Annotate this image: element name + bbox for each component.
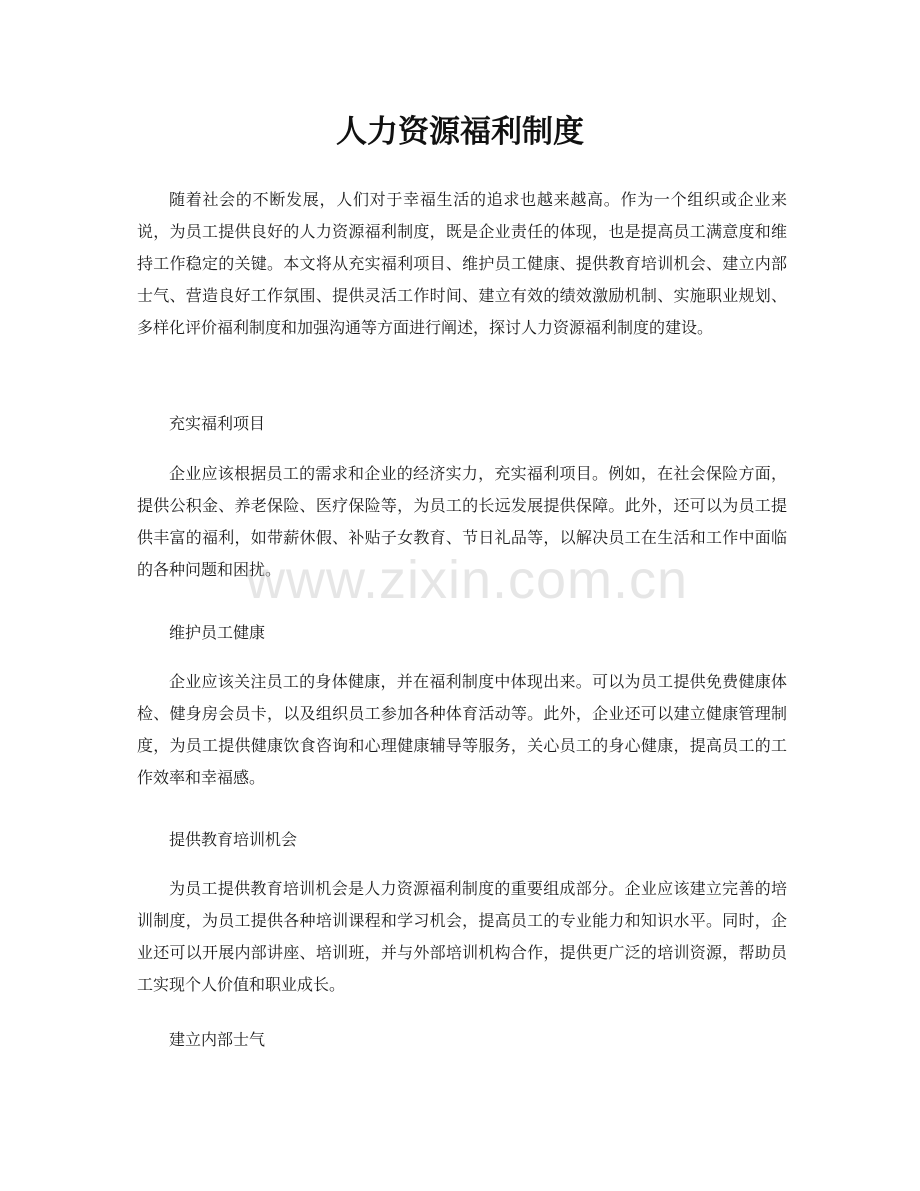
section-heading-training: 提供教育培训机会 [169,830,298,849]
document-title: 人力资源福利制度 [336,114,584,150]
section-body-employee-health: 企业应该关注员工的身体健康，并在福利制度中体现出来。可以为员工提供免费健康体检、健身房会员卡，以及组织员工参加各种体育活动等。此外，企业还可以建立健康管理制度，为员工提供健康饮食咨询和心理健康辅导等服务，关心员工的身心健康，提高员工的工作效率和幸福感。 [137,672,787,787]
section-heading-morale: 建立内部士气 [169,1030,266,1049]
watermark: www.zixin.com.cn [245,550,689,610]
section-body-welfare-items: 企业应该根据员工的需求和企业的经济实力，充实福利项目。例如，在社会保险方面，提供公积金、养老保险、医疗保险等，为员工的长远发展提供保障。此外，还可以为员工提供丰富的福利，如带薪休假、补贴子女教育、节日礼品等，以解决员工在生活和工作中面临的各种问题和困扰。 [137,464,787,579]
section-heading-welfare-items: 充实福利项目 [169,414,266,433]
intro-paragraph: 随着社会的不断发展，人们对于幸福生活的追求也越来越高。作为一个组织或企业来说，为员工提供良好的人力资源福利制度，既是企业责任的体现，也是提高员工满意度和维持工作稳定的关键。本文将从充实福利项目、维护员工健康、提供教育培训机会、建立内部士气、营造良好工作氛围、提供灵活工作时间、建立有效的绩效激励机制、实施职业规划、多样化评价福利制度和加强沟通等方面进行阐述，探讨人力资源福利制度的建设。 [137,190,787,337]
section-heading-employee-health: 维护员工健康 [169,623,266,642]
section-body-training: 为员工提供教育培训机会是人力资源福利制度的重要组成部分。企业应该建立完善的培训制度，为员工提供各种培训课程和学习机会，提高员工的专业能力和知识水平。同时，企业还可以开展内部讲座、培训班，并与外部培训机构合作，提供更广泛的培训资源，帮助员工实现个人价值和职业成长。 [137,879,787,994]
